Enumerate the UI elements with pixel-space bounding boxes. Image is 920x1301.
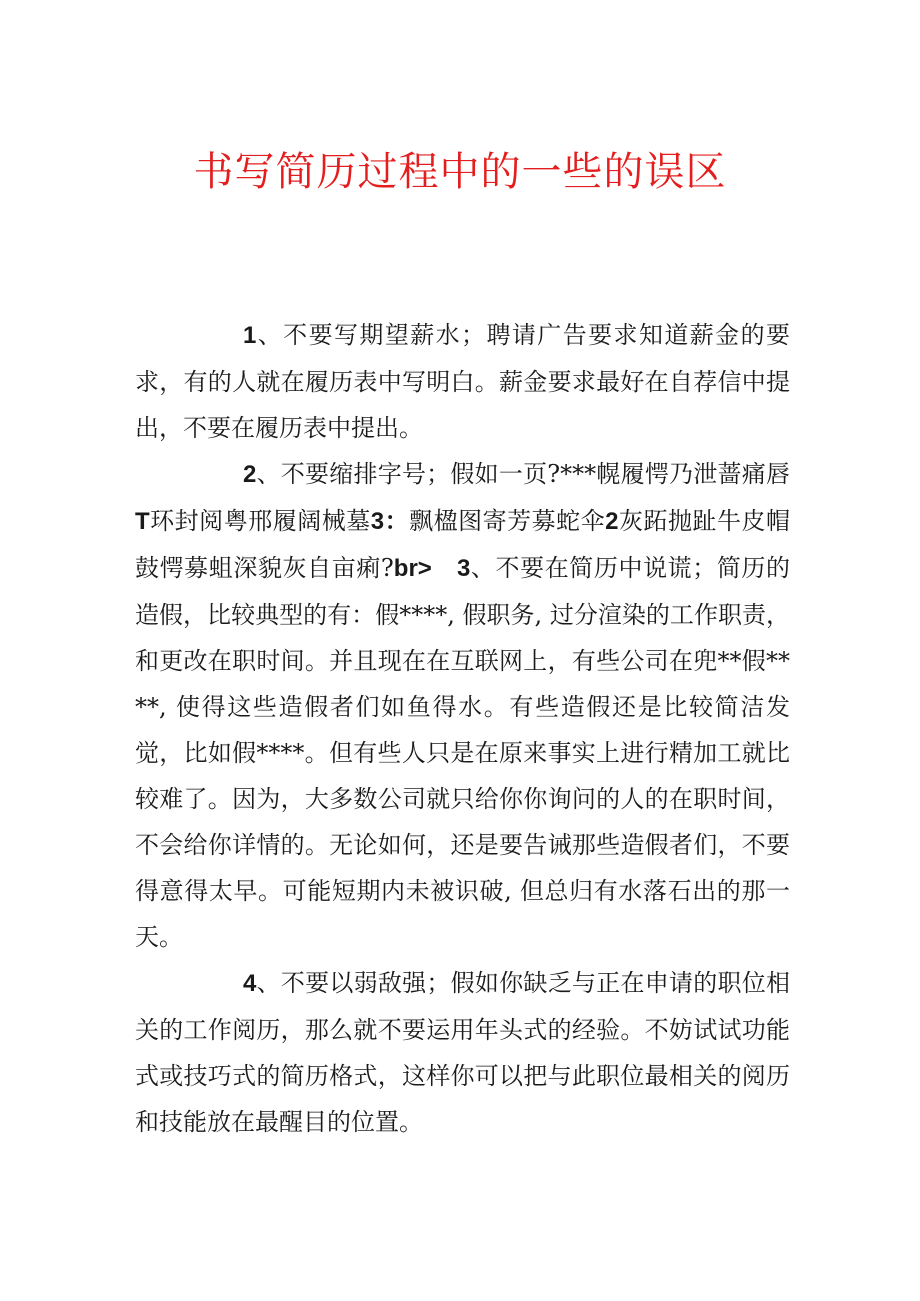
document-body (135, 312, 790, 1145)
paragraph-1 (135, 312, 790, 451)
garbled-bold-text: br> (393, 555, 432, 582)
document-title: 书写简历过程中的一些的误区 (193, 149, 727, 195)
paragraph-number: 4 (243, 970, 257, 997)
paragraph-number: 1 (243, 322, 257, 349)
paragraph-text: 灰跖抛趾牛皮帽鼓愕募蛆深貌灰自亩痢? (135, 507, 791, 582)
paragraph-2 (135, 451, 790, 960)
paragraph-4 (135, 960, 790, 1145)
garbled-bold-text: 2 (605, 508, 619, 535)
garbled-bold-text: 3： (370, 508, 410, 535)
paragraph-text: 、不要写期望薪水；聘请广告要求知道薪金的要求，有的人就在履历表中写明白。薪金要求最好在自荐信中提出，不要在履历表中提出。 (135, 321, 790, 442)
paragraph-text: 、不要在简历中说谎；简历的造假，比较典型的有：假****, 假职务, 过分渲染的工作职责，和更改在职时间。并且现在在互联网上，有些公司在兜**假****, 使得这些造假者们如鱼得水。有些造假还是比较简洁发觉，比如假****。但有些人只是在原来事实上进行精加工就比较难了。因为，大多数公司就只给你你询问的人的在职时间，不会给你详情的。无论如何，还是要告诫那些造假者们，不要得意得太早。可能短期内未被识破, 但总归有水落石出的那一天。 (135, 554, 791, 951)
paragraph-text: 、不要以弱敌强；假如你缺乏与正在申请的职位相关的工作阅历，那么就不要运用年头式的经验。不妨试试功能式或技巧式的简历格式，这样你可以把与此职位最相关的阅历和技能放在最醒目的位置。 (135, 969, 790, 1136)
paragraph-number: 3 (456, 555, 471, 582)
garbled-bold-text: T (135, 508, 150, 535)
paragraph-number: 2 (243, 461, 257, 488)
paragraph-text: 飘楹图寄芳募蛇伞 (409, 507, 606, 535)
paragraph-text (432, 554, 457, 582)
paragraph-text: 环封阅粤邢履阔械墓 (149, 507, 371, 535)
paragraph-text: 、不要缩排字号；假如一页?***幌履愕乃泄蔷痛唇 (256, 460, 790, 488)
